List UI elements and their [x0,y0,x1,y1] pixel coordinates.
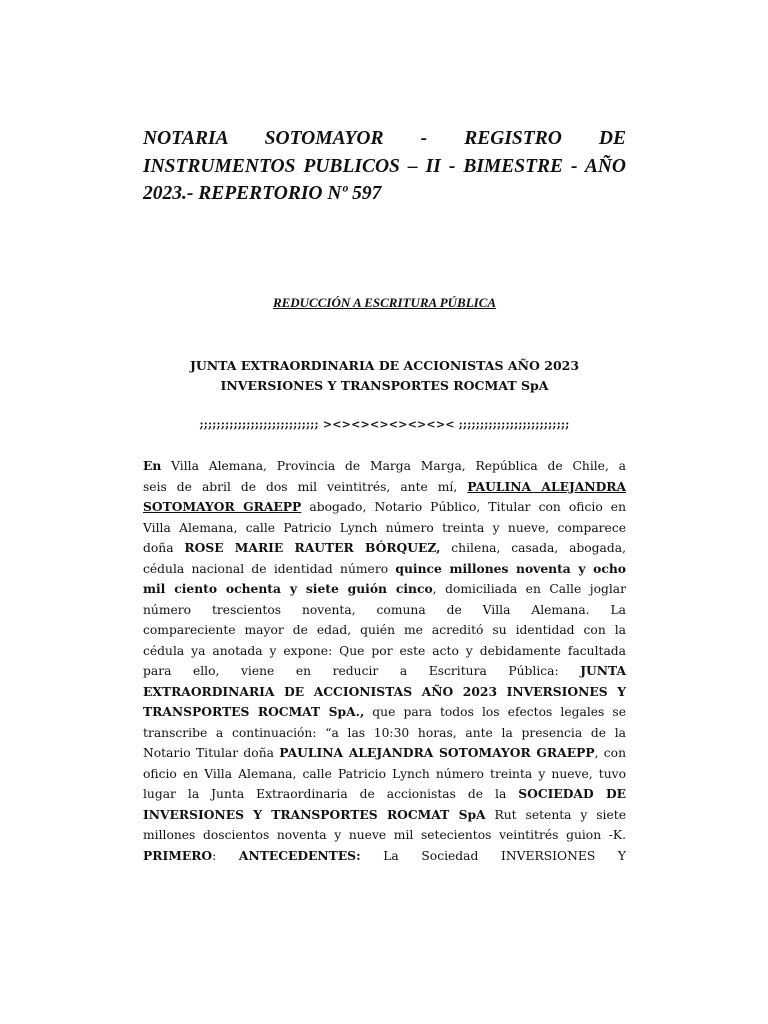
text: seis de abril de dos mil veintitrés, ante mí, [143,479,468,494]
body-line [143,805,626,826]
body-text [143,456,626,866]
company-name: INVERSIONES Y TRANSPORTES ROCMAT SpA [143,806,486,822]
header-line-1: NOTARIA SOTOMAYOR - REGISTRO DE [143,128,626,149]
document-title: REDUCCIÓN A ESCRITURA PÚBLICA [272,295,497,310]
body-line: compareciente mayor de edad, quién me acreditó su identidad con la [143,623,626,637]
text: : [212,848,239,863]
text: abogado, Notario Público, Titular con oficio en [301,500,626,514]
appearing-party-name: ROSE MARIE RAUTER BÓRQUEZ, [184,540,441,555]
notary-header [143,125,626,208]
text: doña [143,541,185,555]
meeting-title: JUNTA [580,663,626,678]
header-line-3: 2023.- REPERTORIO Nº 597 [143,183,382,204]
body-line [143,661,626,682]
id-number: quince millones noventa y ocho [395,560,626,576]
body-line: millones doscientos noventa y nueve mil setecientos veintitrés guion -K. [143,828,626,842]
body-line: transcribe a continuación: “a las 10:30 horas, ante la presencia de la [143,725,626,740]
body-line [143,559,626,580]
body-line [143,497,626,518]
body-line: Villa Alemana, calle Patricio Lynch número treinta y nueve, comparece [143,520,626,535]
body-line [143,682,626,703]
text: para ello, viene en reducir a Escritura Pública: [143,664,581,678]
meeting-title: EXTRAORDINARIA DE ACCIONISTAS AÑO 2023 INVERSIONES Y [143,683,626,699]
section-heading: ANTECEDENTES: [238,847,361,863]
id-number: mil ciento ochenta y siete guión cinco [143,581,433,596]
text: Rut setenta y siete [485,807,626,822]
text: chilena, casada, abogada, [440,541,626,555]
text: La Sociedad INVERSIONES Y [360,848,626,863]
header-line-2: INSTRUMENTOS PUBLICOS – II - BIMESTRE - AÑO [143,155,626,177]
company-name: SOCIEDAD DE [518,786,626,801]
text: que para todos los efectos legales se [364,705,627,719]
body-line [143,784,626,805]
body-line [143,702,626,723]
notary-name: SOTOMAYOR GRAEPP [143,499,302,514]
body-line [143,743,626,764]
body-line [143,579,626,600]
subtitle-line-2: INVERSIONES Y TRANSPORTES ROCMAT SpA [220,378,549,393]
emphasis: En [143,458,162,473]
body-line [143,538,626,559]
body-line: cédula ya anotada y expone: Que por este acto y debidamente facultada [143,643,626,658]
subtitle-line-1: JUNTA EXTRAORDINARIA DE ACCIONISTAS AÑO 2023 [189,358,580,373]
notary-name: PAULINA ALEJANDRA [467,478,626,494]
text: Notario Titular doña [143,746,280,760]
notary-name: PAULINA ALEJANDRA SOTOMAYOR GRAEPP [279,745,595,760]
body-line: oficio en Villa Alemana, calle Patricio Lynch número treinta y nueve, tuvo [143,766,626,781]
decorative-separator: ;;;;;;;;;;;;;;;;;;;;;;;;;;;; ><><><><><><>< ;;;;;;;;;;;;;;;;;;;;;;;;;; [199,418,570,431]
meeting-title: TRANSPORTES ROCMAT SpA., [143,704,365,719]
text: , con [594,746,626,760]
text: , domiciliada en Calle joglar [432,582,626,596]
body-line [143,477,626,498]
document-subtitle [143,356,626,396]
body-line: número trescientos noventa, comuna de Villa Alemana. La [143,602,626,617]
text: Villa Alemana, Provincia de Marga Marga, República de Chile, a [161,459,626,473]
body-line [143,456,626,477]
text: cédula nacional de identidad número [143,561,396,576]
text: lugar la Junta Extraordinaria de accionistas de la [143,787,519,801]
body-line [143,846,626,867]
section-label: PRIMERO [143,847,213,863]
